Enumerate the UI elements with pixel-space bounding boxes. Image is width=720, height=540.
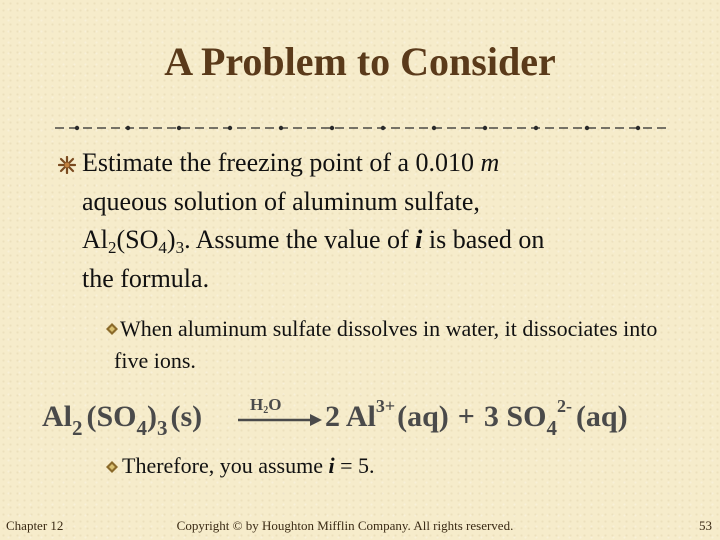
footer-copyright: Copyright © by Houghton Mifflin Company. All rights reserved. — [176, 518, 514, 533]
svg-text:Al2(SO4)3(s): $Al_2$ $(SO_4)_3$ (s) — [42, 400, 203, 440]
svg-text:2 Al3+(aq)+3 SO42-(aq): 2 $Al^{3+}(aq) + 3$ $SO_4^{2-}$ (aq) — [325, 396, 628, 440]
sub-point-conclusion: Therefore, you assume i = 5. — [122, 453, 375, 478]
reaction-arrow — [238, 414, 322, 426]
footer-page-number: 53 — [699, 518, 712, 533]
divider-dot — [177, 126, 181, 130]
divider-dot — [636, 126, 640, 130]
divider-dot — [483, 126, 487, 130]
title-divider — [55, 120, 667, 136]
divider-dot — [126, 126, 130, 130]
divider-dot — [75, 126, 79, 130]
star-bullet-icon — [58, 156, 76, 174]
divider-dot — [381, 126, 385, 130]
svg-text:H2O: H2O — [250, 395, 282, 416]
problem-statement: Estimate the freezing point of a 0.010 m aqueous solution of aluminum sulfate, $Al_2(SO_4)_3$. Assume the value of i is based on the formula. — [82, 148, 545, 293]
divider-dot — [330, 126, 334, 130]
sub-point-dissociation: When aluminum sulfate dissolves in water, it dissociates into five ions. — [114, 316, 658, 373]
divider-dot — [534, 126, 538, 130]
dissociation-equation — [40, 386, 680, 450]
divider-dot — [585, 126, 589, 130]
divider-dot — [228, 126, 232, 130]
footer-chapter: Chapter 12 — [6, 518, 64, 533]
slide-title: A Problem to Consider — [164, 39, 556, 84]
diamond-bullet-icon — [106, 461, 118, 473]
divider-dot — [432, 126, 436, 130]
divider-dot — [279, 126, 283, 130]
